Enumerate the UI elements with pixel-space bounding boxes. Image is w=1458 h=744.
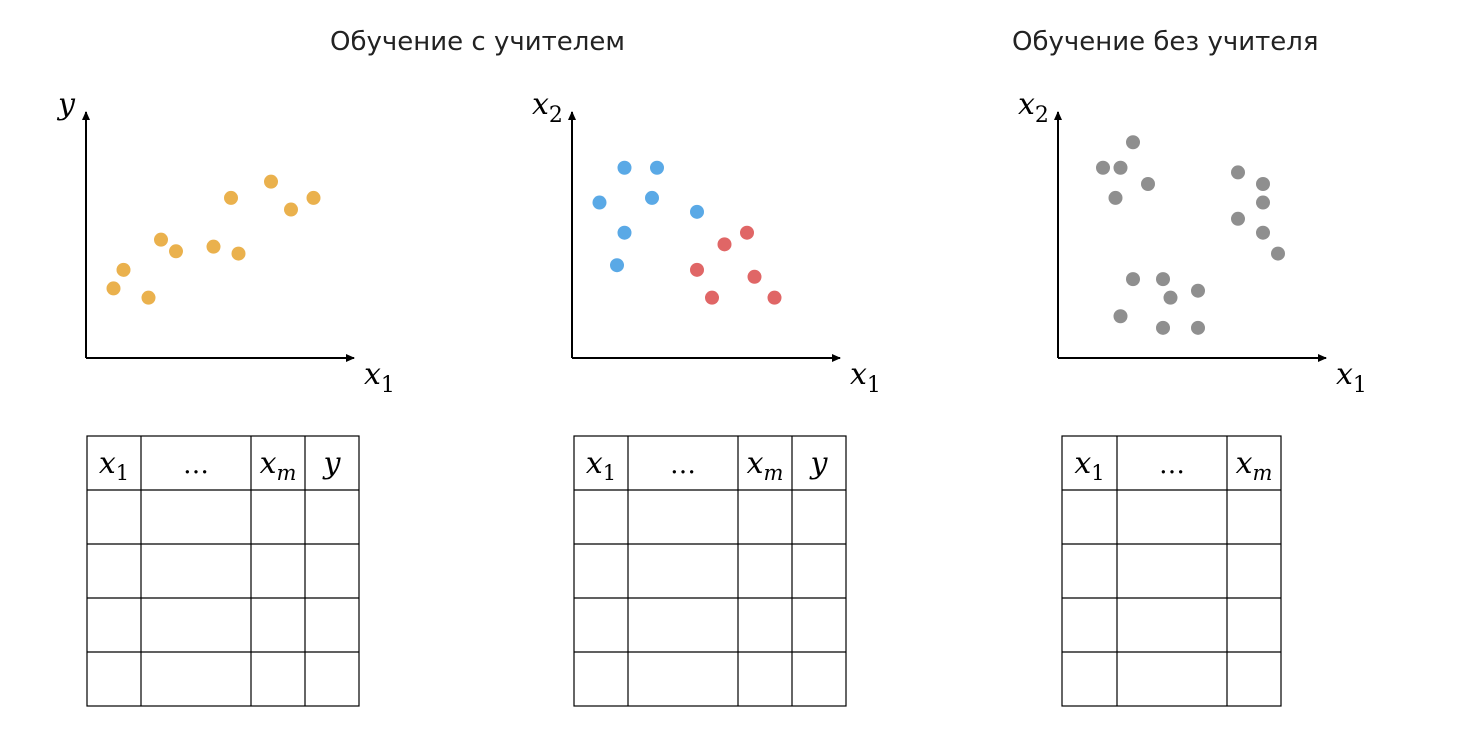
clustering-series (1096, 135, 1285, 335)
clustering-data-point (1231, 165, 1245, 179)
regression-data-point (107, 281, 121, 295)
clustering-data-point (1096, 161, 1110, 175)
clustering-data-point (1156, 321, 1170, 335)
clustering-data-point (1126, 272, 1140, 286)
classification-data-point (740, 226, 754, 240)
classification-data-point (618, 226, 632, 240)
supervised-learning-title: Обучение с учителем (330, 27, 625, 57)
clustering-data-point (1191, 321, 1205, 335)
clustering-data-point (1114, 309, 1128, 323)
clustering-data-point (1256, 196, 1270, 210)
clustering-data-point (1256, 226, 1270, 240)
clustering-data-point (1191, 284, 1205, 298)
classification-data-point (718, 237, 732, 251)
clustering-chart (1018, 87, 1367, 398)
unsupervised-learning-title: Обучение без учителя (1012, 27, 1319, 57)
table-header-cell: $x_m$ (259, 446, 297, 485)
table-header-cell: … (183, 450, 209, 480)
regression-data-point (142, 291, 156, 305)
table-header-cell: … (670, 450, 696, 480)
clustering-x-axis-label: $x_1$ (1336, 357, 1367, 398)
classification-data-point (690, 205, 704, 219)
classification-data-point (618, 161, 632, 175)
supervised-regression-table (87, 436, 359, 706)
table-header-cell: $x_1$ (1074, 446, 1105, 485)
regression-data-point (207, 240, 221, 254)
clustering-data-point (1231, 212, 1245, 226)
clustering-y-axis-label: $x_2$ (1018, 87, 1049, 128)
table-header-cell: $x_m$ (1235, 446, 1273, 485)
classification-x-axis-label: $x_1$ (850, 357, 881, 398)
table-header-cell: y (323, 446, 341, 481)
classification-data-point (645, 191, 659, 205)
clustering-data-point (1109, 191, 1123, 205)
clustering-data-point (1271, 247, 1285, 261)
classification-series (593, 161, 705, 272)
supervised-classification-table (574, 436, 846, 706)
table-header-cell: $x_1$ (585, 446, 617, 485)
classification-data-point (650, 161, 664, 175)
classification-y-axis-label: $x_2$ (532, 87, 563, 128)
classification-data-point (690, 263, 704, 277)
regression-series (107, 175, 321, 305)
table-header-cell: … (1159, 450, 1185, 480)
clustering-data-point (1141, 177, 1155, 191)
classification-data-point (705, 291, 719, 305)
regression-data-point (117, 263, 131, 277)
regression-data-point (264, 175, 278, 189)
clustering-data-point (1156, 272, 1170, 286)
regression-x-axis-label: $x_1$ (364, 357, 395, 398)
classification-data-point (610, 258, 624, 272)
regression-chart (56, 87, 395, 398)
clustering-data-point (1164, 291, 1178, 305)
regression-data-point (307, 191, 321, 205)
classification-chart (532, 87, 881, 398)
regression-data-point (284, 203, 298, 217)
regression-y-axis-label: y (58, 87, 75, 122)
regression-data-point (169, 244, 183, 258)
regression-data-point (232, 247, 246, 261)
classification-data-point (748, 270, 762, 284)
classification-data-point (593, 196, 607, 210)
classification-data-point (768, 291, 782, 305)
clustering-data-point (1256, 177, 1270, 191)
table-header-cell: $x_1$ (98, 446, 130, 485)
regression-data-point (154, 233, 168, 247)
unsupervised-clustering-table (1062, 436, 1281, 706)
table-header-cell: $x_m$ (746, 446, 784, 485)
classification-series (690, 226, 782, 305)
table-header-cell: y (810, 446, 828, 481)
clustering-data-point (1114, 161, 1128, 175)
clustering-data-point (1126, 135, 1140, 149)
regression-data-point (224, 191, 238, 205)
